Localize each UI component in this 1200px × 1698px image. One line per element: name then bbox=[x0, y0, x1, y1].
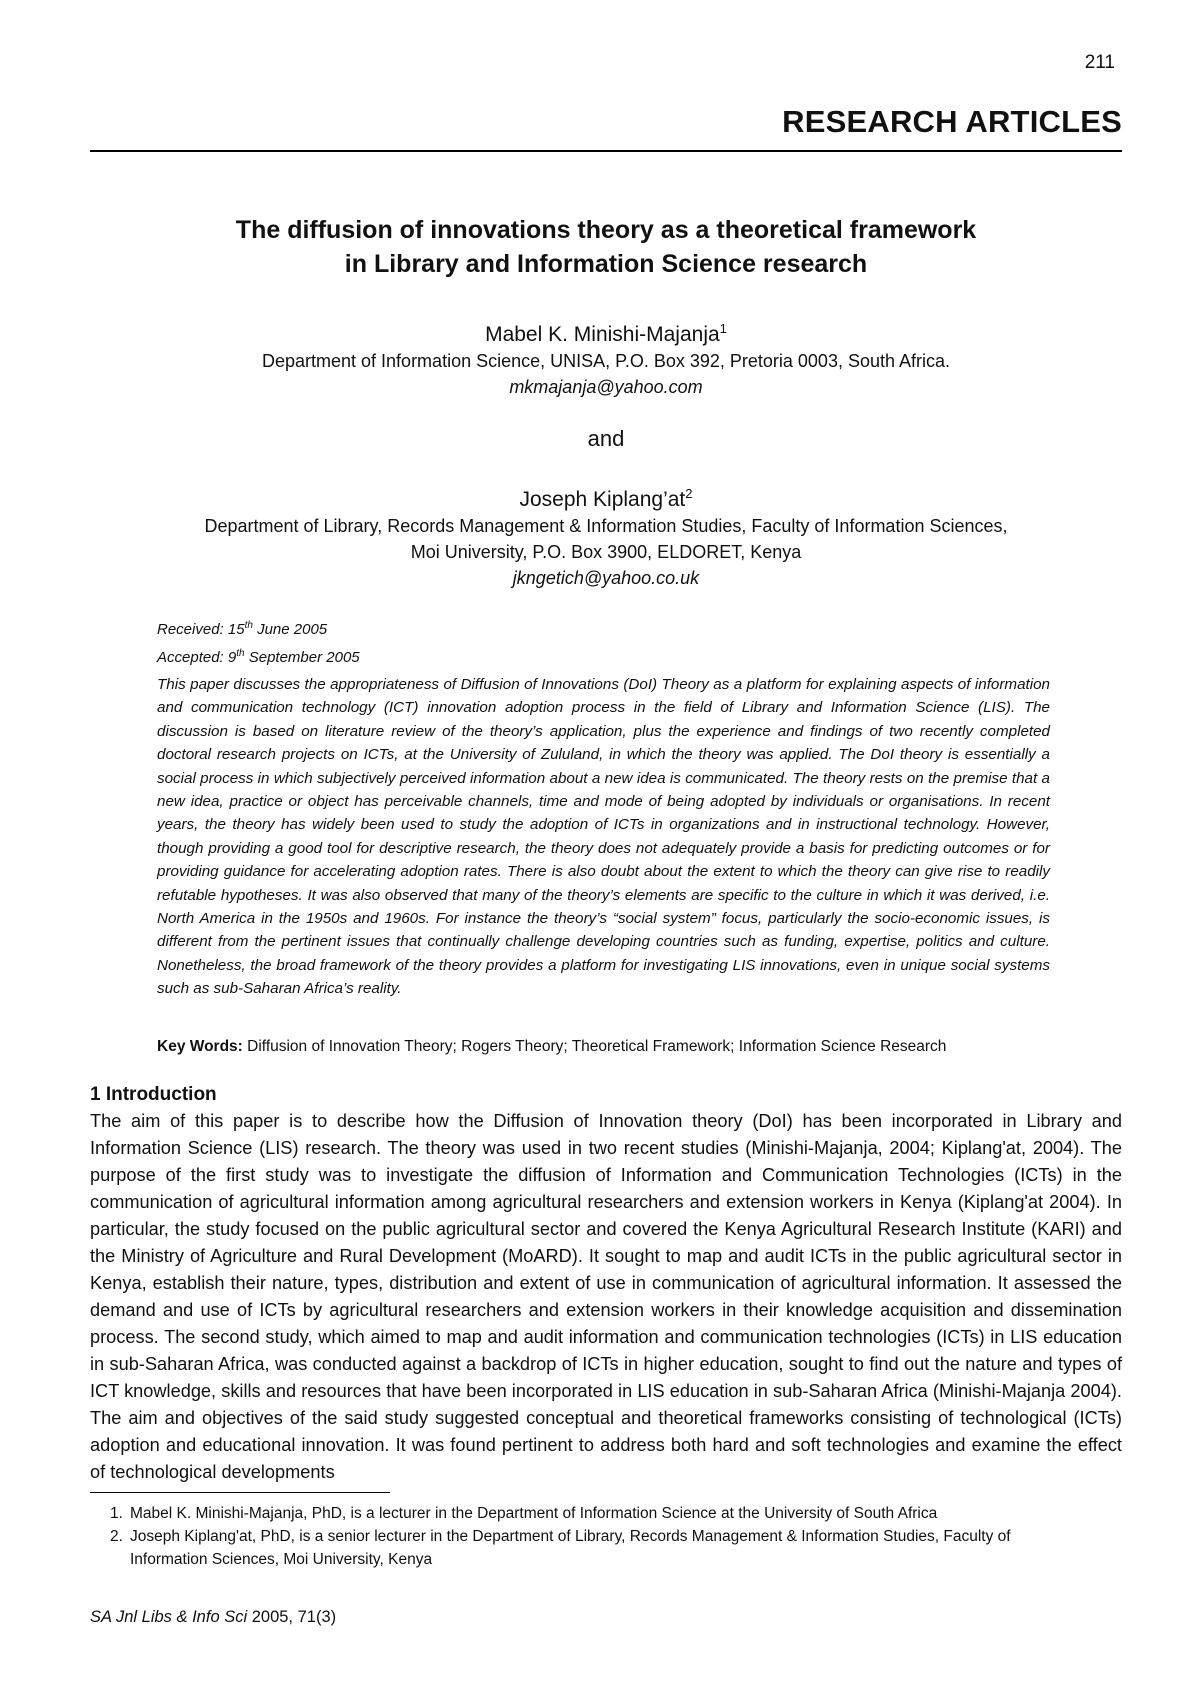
author-2-affiliation-line-2: Moi University, P.O. Box 3900, ELDORET, Kenya bbox=[410, 542, 802, 562]
journal-issue: 2005, 71(3) bbox=[247, 1608, 337, 1626]
journal-footer bbox=[90, 1608, 336, 1627]
keywords-label: Key Words: bbox=[157, 1038, 243, 1055]
title-line-2: in Library and Information Science research bbox=[344, 250, 868, 278]
section-header: RESEARCH ARTICLES bbox=[782, 104, 1122, 139]
received-date: Received: 15th June 2005 bbox=[157, 620, 328, 638]
keywords-list: Diffusion of Innovation Theory; Rogers Theory; Theoretical Framework; Information Science Research bbox=[242, 1038, 947, 1055]
footnote-rule bbox=[90, 1492, 390, 1493]
author-1-email[interactable]: mkmajanja@yahoo.com bbox=[509, 377, 703, 397]
footnotes bbox=[90, 1502, 1090, 1571]
page-number: 211 bbox=[1084, 52, 1115, 73]
section-heading-introduction: 1 Introduction bbox=[90, 1084, 217, 1105]
abstract: This paper discusses the appropriateness of Diffusion of Innovations (DoI) Theory as a platform for explaining aspects of information and communication technology (ICT) innovation adoption process in the field of Library and Information Science (LIS). The discussion is based on literature review of the theory’s application, plus the experience and findings of two recently completed doctoral research projects on ICTs, at the University of Zululand, in which the theory was applied. The DoI theory is essentially a social process in which subjectively perceived information about a new idea is communicated. The theory rests on the premise that a new idea, practice or object has perceivable channels, time and mode of being adopted by individuals or organisations. In recent years, the theory has widely been used to study the adoption of ICTs in organizations and in instructional technology. However, though providing a good tool for descriptive research, the theory does not adequately provide a basis for predicting outcomes or for providing guidance for accelerating adoption rates. There is also doubt about the extent to which the theory can give rise to readily refutable hypotheses. It was also observed that many of the theory’s elements are specific to the culture in which it was derived, i.e. North America in the 1950s and 1960s. For instance the theory’s “social system” focus, particularly the socio-economic issues, is different from the pertinent issues that continually challenge developing countries such as funding, expertise, politics and culture. Nonetheless, the broad framework of the theory provides a platform for investigating LIS innovations, even in unique social systems such as sub-Saharan Africa’s reality. bbox=[157, 676, 1050, 998]
paper-title bbox=[90, 213, 1122, 281]
footnote-text: Joseph Kiplang'at, PhD, is a senior lecturer in the Department of Library, Records Management & Information Studies, Faculty of Information Sciences, Moi University, Kenya bbox=[130, 1528, 1011, 1568]
footnote-1 bbox=[90, 1502, 1090, 1525]
author-2-block bbox=[90, 481, 1122, 591]
journal-name: SA Jnl Libs & Info Sci bbox=[90, 1608, 248, 1626]
footnote-number: 1. bbox=[110, 1505, 123, 1522]
introduction-body: The aim of this paper is to describe how the Diffusion of Innovation theory (DoI) has been incorporated in Library and Information Science (LIS) research. The theory was used in two recent studies (Minishi-Majanja, 2004; Kiplang'at, 2004). The purpose of the first study was to investigate the diffusion of Information and Communication Technologies (ICTs) in the communication of agricultural information among agricultural researchers and extension workers in Kenya (Kiplang'at 2004). In particular, the study focused on the public agricultural sector and covered the Kenya Agricultural Research Institute (KARI) and the Ministry of Agriculture and Rural Development (MoARD). It sought to map and audit ICTs in the public agricultural sector in Kenya, establish their nature, types, distribution and extent of use in communication of agricultural information. It assessed the demand and use of ICTs by agricultural researchers and extension workers in their knowledge acquisition and dissemination process. The second study, which aimed to map and audit information and communication technologies (ICTs) in LIS education in sub-Saharan Africa, was conducted against a backdrop of ICTs in higher education, sought to find out the nature and types of ICT knowledge, skills and resources that have been incorporated in LIS education in sub-Saharan Africa (Minishi-Majanja 2004). The aim and objectives of the said study suggested conceptual and theoretical frameworks consisting of technological (ICTs) adoption and educational innovation. It was found pertinent to address both hard and soft technologies and examine the effect of technological developments bbox=[90, 1111, 1122, 1482]
accepted-date: Accepted: 9th September 2005 bbox=[157, 648, 360, 666]
title-line-1: The diffusion of innovations theory as a theoretical framework bbox=[235, 216, 977, 244]
footnote-text: Mabel K. Minishi-Majanja, PhD, is a lecturer in the Department of Information Science at the University of South Africa bbox=[130, 1505, 938, 1522]
author-2-email[interactable]: jkngetich@yahoo.co.uk bbox=[512, 568, 700, 588]
footnote-number: 2. bbox=[110, 1528, 123, 1545]
author-conjunction: and bbox=[587, 426, 625, 451]
header-rule bbox=[90, 150, 1122, 152]
submission-dates bbox=[157, 614, 360, 670]
keywords bbox=[157, 1038, 1057, 1056]
author-2-name: Joseph $Kiplang’at^2$ bbox=[519, 486, 693, 511]
author-1-name: Mabel K. Minishi-Majanja$^1$ bbox=[485, 321, 727, 346]
author-1-affiliation: Department of Information Science, UNISA, P.O. Box 392, Pretoria 0003, South Africa. bbox=[261, 351, 951, 371]
author-2-affiliation-line-1: Department of Library, Records Management & Information Studies, Faculty of Information Sciences, bbox=[204, 516, 1008, 536]
author-1-block bbox=[90, 316, 1122, 400]
footnote-2 bbox=[90, 1525, 1090, 1571]
